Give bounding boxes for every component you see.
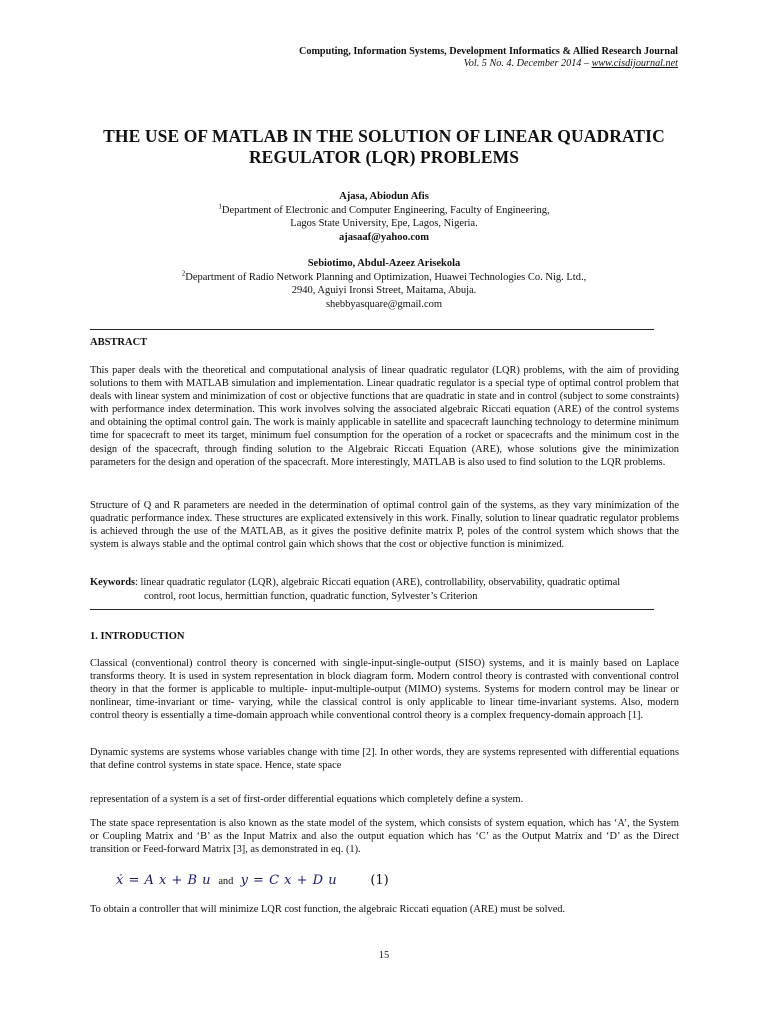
keywords-line-2: control, root locus, hermittian function, quadratic function, Sylvester’s Criterion bbox=[144, 590, 478, 602]
affiliation-location: Lagos State University, Epe, Lagos, Nigeria. bbox=[290, 218, 478, 229]
abstract-paragraph-1: This paper deals with the theoretical and computational analysis of linear quadratic regulator (LQR) problems, with the aim of providing solutions to them with MATLAB simulation and implementation. Linear quadratic regulator is a special type of optimal control problem that deals with linear system and minimization of cost or objective functions that are quadratic in state and in control (subject to some constraints) with performance index determination. This work involves solving the associated algebraic Riccati equation (ARE) of the control systems and obtaining the optimal control gain. The work is mainly applicable in satellite and spacecraft launching technology to determine minimum time for spacecraft to meet its target, minimum fuel consumption for the operation of a rocket or spacecrafts and the minimum cost in the design of the spacecraft, through finding solution to the Algebraic Riccati Equation (ARE), whose solutions give the minimization parameters for the design and operation of the spacecraft. More interestingly, MATLAB is also used to find solution to the LQR problems. bbox=[90, 365, 679, 468]
intro-paragraph-1: Classical (conventional) control theory is concerned with single-input-single-output (SISO) systems, and it is mainly based on Laplace transforms theory. It is used in system representation in block diagram form. Modern control theory is contrasted with conventional control theory in that the former is applicable to multiple- input-multiple-output (MIMO) systems. Systems for modern control may be linear or nonlinear, time-invariant or time- varying, while the classical control is only applicable to linear time-invariant systems. Also, modern control theory is essentially a time-domain approach while conventional control theory is a complex frequency-domain approach [1]. bbox=[90, 658, 679, 722]
intro-paragraph-3: representation of a system is a set of first-order differential equations which completely define a system. bbox=[90, 794, 524, 805]
affiliation-line bbox=[60, 271, 708, 285]
state-equation: ẋ = A x + B u bbox=[116, 873, 212, 888]
state-space-equation bbox=[116, 872, 389, 892]
affiliation-marker: 2 bbox=[181, 269, 186, 277]
author-block-1 bbox=[60, 190, 708, 244]
author-block-2 bbox=[60, 257, 708, 311]
page-number: 15 bbox=[378, 950, 390, 961]
keywords-line-1: : linear quadratic regulator (LQR), algebraic Riccati equation (ARE), controllability, observability, quadratic optimal bbox=[135, 577, 621, 588]
author-name: Ajasa, Abiodun Afis bbox=[339, 191, 429, 202]
journal-name: Computing, Information Systems, Development Informatics & Allied Research Journal bbox=[299, 46, 678, 57]
affiliation-marker: 1 bbox=[218, 202, 222, 210]
affiliation-text: Department of Radio Network Planning and Optimization, Huawei Technologies Co. Nig. Ltd., bbox=[185, 271, 587, 283]
divider-bottom bbox=[90, 609, 654, 610]
keywords bbox=[90, 576, 679, 603]
equation-number: (1) bbox=[370, 873, 389, 888]
journal-volume-line bbox=[299, 58, 678, 70]
introduction-heading: 1. INTRODUCTION bbox=[90, 631, 185, 642]
abstract-paragraph-2: Structure of Q and R parameters are needed in the determination of optimal control gain of the systems, as they vary minimization of the quadratic performance index. These structures are explicated extensively in this work. Finally, solution to linear quadratic regulator problems is achieved through the use of the MATLAB, as it gives the positive definite matrix P, poles of the control system which shows that the system is always stable and the optimal control gain which shows that the cost or objective function is minimized. bbox=[90, 500, 679, 551]
affiliation-location: 2940, Aguiyi Ironsi Street, Maitama, Abuja. bbox=[291, 285, 477, 296]
paper-title: THE USE OF MATLAB IN THE SOLUTION OF LINEAR QUADRATIC REGULATOR (LQR) PROBLEMS bbox=[103, 126, 665, 167]
abstract-heading: ABSTRACT bbox=[90, 337, 148, 348]
author-email[interactable]: ajasaaf@yahoo.com bbox=[339, 231, 429, 243]
output-equation: y = C x + D u bbox=[240, 873, 338, 888]
author-email[interactable]: shebbyasquare@gmail.com bbox=[325, 298, 443, 310]
intro-paragraph-5: To obtain a controller that will minimize LQR cost function, the algebraic Riccati equation (ARE) must be solved. bbox=[90, 904, 566, 915]
intro-paragraph-4: The state space representation is also known as the state model of the system, which consists of system equation, which has ‘A’, the System or Coupling Matrix and ‘B’ as the Input Matrix and also the output equation which has ‘C’ as the Output Matrix and ‘D’ as the Direct transition or Feed-forward Matrix [3], as demonstrated in eq. (1). bbox=[90, 818, 679, 856]
affiliation-text: Department of Electronic and Computer Engineering, Faculty of Engineering, bbox=[221, 204, 550, 216]
journal-website-link[interactable]: www.cisdijournal.net bbox=[591, 58, 678, 69]
journal-volume: Vol. 5 No. 4. December 2014 – bbox=[463, 58, 592, 69]
intro-paragraph-2: Dynamic systems are systems whose variables change with time [2]. In other words, they are systems represented with differential equations that define control systems in state space. Hence, state space bbox=[90, 747, 679, 772]
affiliation-line bbox=[60, 204, 708, 218]
author-name: Sebiotimo, Abdul-Azeez Arisekola bbox=[307, 258, 461, 269]
equation-conjunction: and bbox=[218, 876, 234, 887]
keywords-label: Keywords bbox=[90, 577, 136, 588]
journal-header bbox=[299, 46, 678, 70]
divider-top bbox=[90, 329, 654, 330]
